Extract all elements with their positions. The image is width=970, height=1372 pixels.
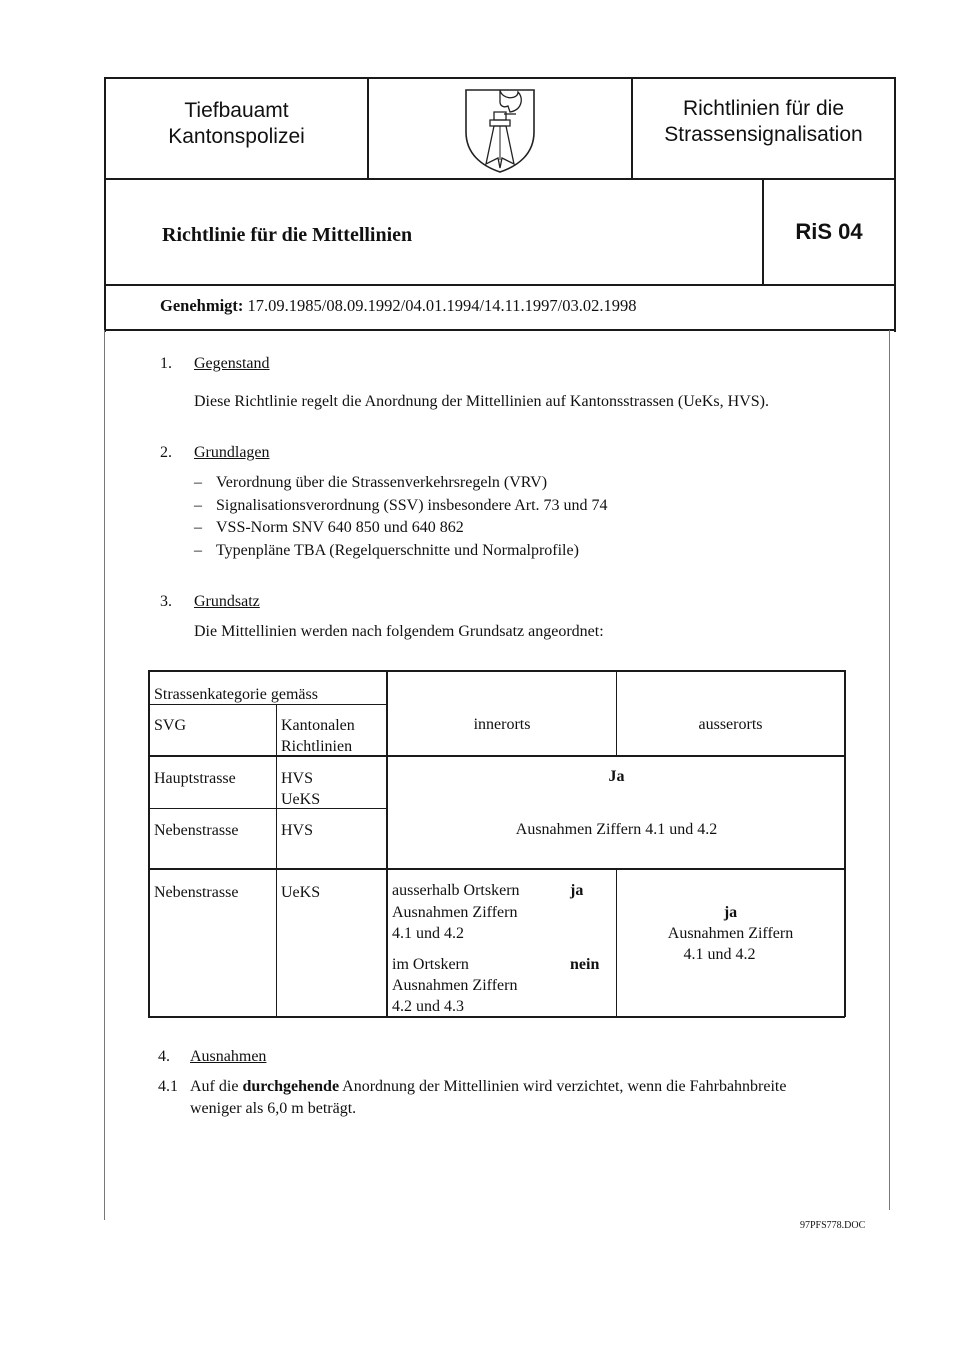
table-head-kantonal [281,715,355,757]
series-line-2: Strassensignalisation [664,123,863,146]
table-cell: HVS [281,822,314,839]
section-title: Grundlagen [194,444,270,461]
series-line-1: Richtlinien für die [682,97,845,120]
section-title: Gegenstand [194,355,270,372]
section-3-text: Die Mittellinien werden nach folgendem Grundsatz angeordnet: [194,623,604,640]
paragraph-emphasis: durchgehende [242,1078,340,1095]
table-cell: Ausnahmen Ziffern 4.1 und 4.2 [515,821,718,838]
table-cell-flag: ja [570,882,584,899]
table-cell-flag: ja [723,904,738,921]
table-cell-line: Ausnahmen Ziffern [667,925,794,942]
table-rule [616,670,617,756]
header-col-sep-1 [367,77,369,179]
table-rule [148,670,150,1017]
section-1-text: Diese Richtlinie regelt die Anordnung der Mittellinien auf Kantonsstrassen (UeKs, HVS). [194,393,769,410]
table-cell: Ausnahmen Ziffern [392,904,518,921]
section-2-heading [160,442,270,464]
table-cell: im Ortskern [392,956,469,973]
section-1-heading [160,353,270,375]
table-rule [148,755,845,757]
section-number: 4. [158,1048,170,1065]
table-rule [148,670,845,672]
table-rule [148,1016,845,1018]
table-cell: Nebenstrasse [154,822,239,839]
approval-line [160,295,637,317]
section-3-heading [160,591,260,613]
footer-filename: 97PFS778.DOC [800,1220,866,1231]
table-cell [281,768,320,810]
org-line-1: Tiefbauamt [184,99,289,122]
header-top-border [104,77,896,79]
header-divider-1 [104,178,896,180]
paragraph-4-1 [158,1076,786,1098]
doc-code: RiS 04 [795,219,863,244]
table-head-kantonal-1: Kantonalen [281,717,355,734]
section-number: 2. [160,444,172,461]
section-4-heading [158,1046,266,1068]
table-cell: 4.1 und 4.2 [392,925,464,942]
page-left-rule [104,330,105,1220]
header-divider-2 [104,284,896,286]
table-cell-line: 4.1 und 4.2 [683,946,756,963]
header-series [633,96,894,148]
basel-crest-icon [460,84,540,174]
paragraph-4-1-cont: weniger als 6,0 m beträgt. [190,1100,357,1117]
table-cell [617,902,844,965]
section-number: 1. [160,355,172,372]
paragraph-text: Auf die [190,1078,243,1095]
approval-label: Genehmigt: [160,296,244,315]
table-head-ausserorts: ausserorts [698,716,763,733]
table-cell: ausserhalb Ortskern [392,882,520,899]
paragraph-number: 4.1 [158,1078,178,1095]
table-cell: 4.2 und 4.3 [392,998,464,1015]
approval-dates: 17.09.1985/08.09.1992/04.01.1994/14.11.1997/03.02.1998 [247,296,637,315]
table-cell: UeKS [281,884,321,901]
table-rule [148,868,845,870]
table-cell: Nebenstrasse [154,884,239,901]
table-head-svg: SVG [154,717,187,734]
list-item: – Verordnung über die Strassenverkehrsregeln (VRV) [194,472,608,495]
doc-title: Richtlinie für die Mittellinien [162,224,413,246]
header-org [106,98,367,150]
table-cell-flag: nein [570,956,600,973]
table-rule [148,808,387,809]
list-item: – Signalisationsverordnung (SSV) insbesondere Art. 73 und 74 [194,495,608,518]
table-cell: Ausnahmen Ziffern [392,977,518,994]
table-head-category: Strassenkategorie gemäss [154,686,318,703]
basis-list [194,472,608,562]
table-cell-line: HVS [281,770,314,787]
table-rule [276,704,277,1017]
section-title: Grundsatz [194,593,260,610]
list-item: – VSS-Norm SNV 640 850 und 640 862 [194,517,608,540]
section-number: 3. [160,593,172,610]
org-line-2: Kantonspolizei [168,125,305,148]
table-rule [844,670,846,1017]
header-divider-3 [104,329,896,331]
page-right-rule [889,330,890,1210]
header-right-border [894,77,896,332]
table-head-kantonal-2: Richtlinien [281,738,353,755]
table-cell-line: UeKS [281,791,321,808]
table-cell: Hauptstrasse [154,770,236,787]
table-head-innerorts: innerorts [473,716,531,733]
paragraph-text: Anordnung der Mittellinien wird verzichtet, wenn die Fahrbahnbreite [339,1078,787,1095]
list-item: – Typenpläne TBA (Regelquerschnitte und Normalprofile) [194,540,608,563]
table-cell: Ja [608,768,625,785]
section-title: Ausnahmen [190,1048,267,1065]
